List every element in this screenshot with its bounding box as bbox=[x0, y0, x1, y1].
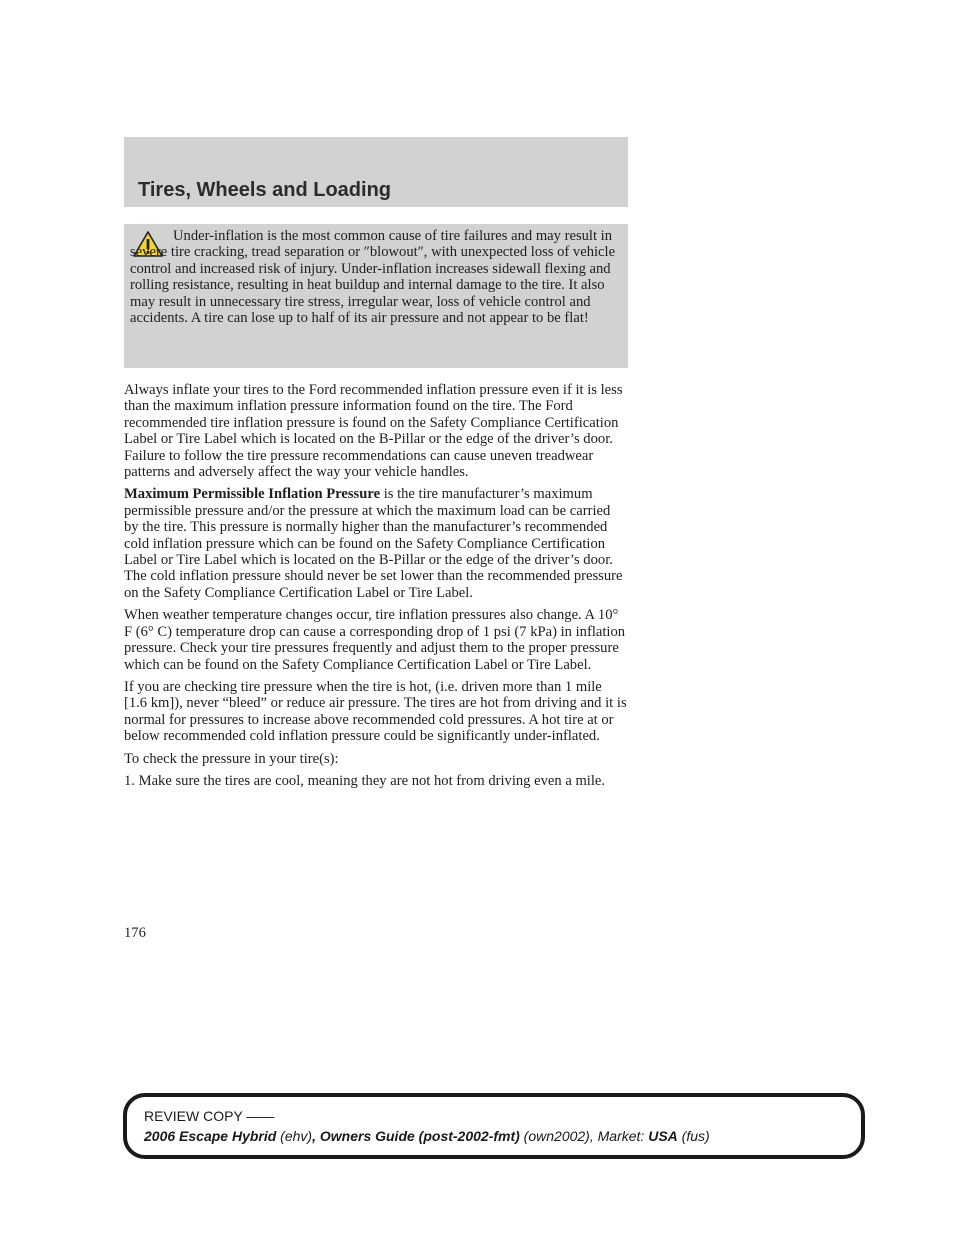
paragraph-temperature: When weather temperature changes occur, tire inflation pressures also change. A 10° F (6° C) temperature drop can cause a corresponding drop of 1 psi (7 kPa) in inflation pressure. Check your tire pressures frequently and adjust them to the proper pressure which can be found on the Safety Compliance Certification Label or Tire Label. bbox=[124, 607, 626, 673]
review-copy-label: REVIEW COPY —— bbox=[144, 1108, 275, 1124]
market-name: USA bbox=[648, 1128, 678, 1144]
warning-text-block bbox=[130, 228, 620, 326]
main-content bbox=[124, 382, 628, 795]
warning-box bbox=[124, 224, 628, 368]
paragraph-inflate-recommended: Always inflate your tires to the Ford recommended inflation pressure even if it is less than the maximum inflation pressure information found on the tire. The Ford recommended tire inflation pressure is found on the Safety Compliance Certification Label or Tire Label which is located on the B-Pillar or the edge of the driver’s door. Failure to follow the tire pressure recommendations can cause uneven treadwear patterns and adversely affect the way your vehicle handles. bbox=[124, 382, 623, 481]
guide-code: (own2002) bbox=[519, 1128, 590, 1144]
guide-name: Owners Guide (post-2002-fmt) bbox=[319, 1128, 520, 1144]
term-max-pressure: Maximum Permissible Inflation Pressure bbox=[124, 486, 381, 503]
review-copy-footer bbox=[123, 1093, 865, 1159]
model-name: 2006 Escape Hybrid bbox=[144, 1128, 277, 1144]
section-header bbox=[124, 137, 628, 207]
paragraph-hot-tire: If you are checking tire pressure when the tire is hot, (i.e. driven more than 1 mile [1.6 km]), never “bleed” or reduce air pressure. The tires are hot from driving and it is normal for pressures to increase above recommended cold pressures. A hot tire at or below recommended cold inflation pressure could be significantly under-inflated. bbox=[124, 678, 627, 745]
step-1: 1. Make sure the tires are cool, meaning they are not hot from driving even a mile. bbox=[124, 772, 606, 789]
page-number: 176 bbox=[124, 925, 146, 941]
market-code: (fus) bbox=[677, 1128, 710, 1144]
separator-2: , Market: bbox=[589, 1128, 649, 1144]
section-title: Tires, Wheels and Loading bbox=[138, 179, 392, 201]
document-identifier bbox=[144, 1128, 710, 1144]
paragraph-max-pressure bbox=[124, 486, 628, 601]
model-code: (ehv) bbox=[276, 1128, 313, 1144]
separator-1: , bbox=[312, 1128, 320, 1144]
max-pressure-definition: is the tire manufacturer’s maximum permissible pressure and/or the pressure at which the maximum load can be carried by the tire. This pressure is normally higher than the manufacturer’s recommended cold inflation pressure which can be found on the Safety Compliance Certification Label or Tire Label which is located on the B-Pillar or the edge of the driver’s door. The cold inflation pressure should never be set lower than the recommended pressure on the Safety Compliance Certification Label or Tire Label. bbox=[124, 486, 623, 601]
paragraph-check-intro: To check the pressure in your tire(s): bbox=[124, 750, 339, 767]
warning-text: Under-inflation is the most common cause of tire failures and may result in severe tire cracking, tread separation or ″blowout″, with unexpected loss of vehicle control and increased risk of injury. Under-inflation increases sidewall flexing and rolling resistance, resulting in heat buildup and internal damage to the tire. It also may result in unnecessary tire stress, irregular wear, loss of vehicle control and accidents. A tire can lose up to half of its air pressure and not appear to be flat! bbox=[130, 228, 616, 327]
